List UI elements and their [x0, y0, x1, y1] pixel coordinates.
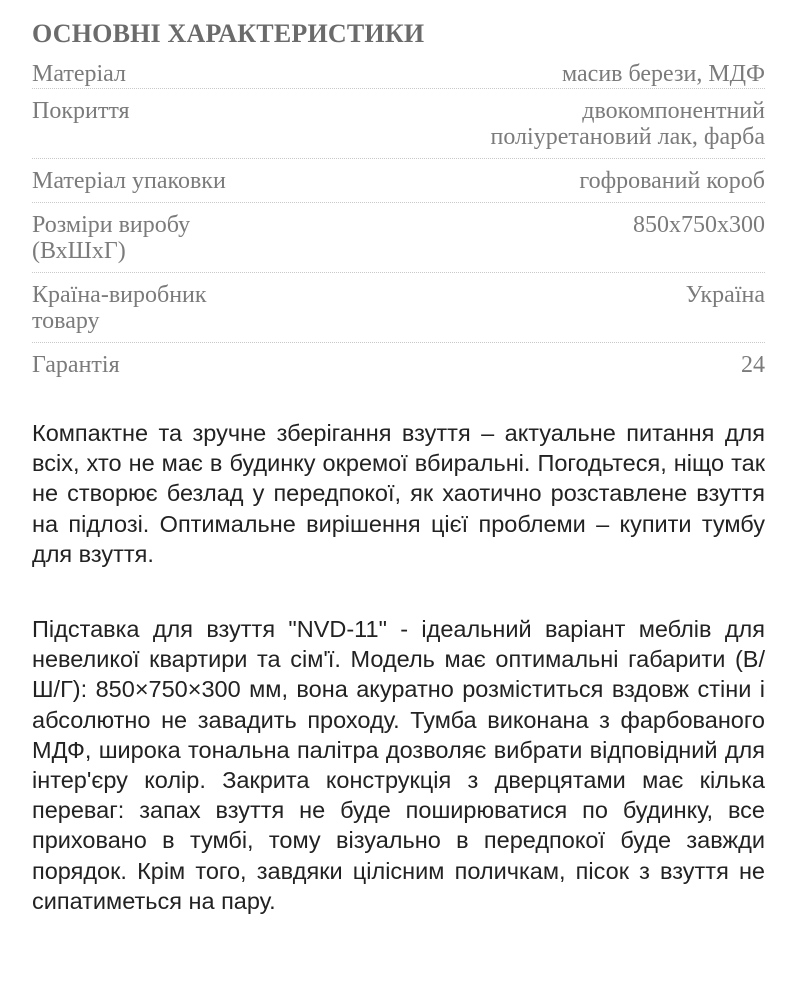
specs-heading: ОСНОВНІ ХАРАКТЕРИСТИКИ [32, 19, 425, 48]
spec-row-packaging [32, 159, 765, 203]
spec-row-material [32, 52, 765, 89]
spec-value: 24 [741, 352, 765, 378]
spec-value: масив берези, МДФ [562, 61, 765, 87]
description-paragraph: Компактне та зручне зберігання взуття – актуальне питання для всіх, хто не має в будинку окремої вбиральні. Погодьтеся, ніщо так не створює безлад у передпокої, як хаотично розставлене взуття на підлозі. Оптимальне вирішення цієї проблеми – купити тумбу для взуття. [32, 420, 765, 567]
spec-row-warranty [32, 343, 765, 383]
spec-row-coating [32, 89, 765, 159]
spec-row-country [32, 273, 765, 343]
spec-label: Покриття [32, 98, 130, 124]
spec-label: Країна-виробник товару [32, 282, 207, 334]
specs-table [32, 52, 765, 383]
spec-label: Матеріал [32, 61, 127, 87]
spec-value: 850х750х300 [633, 212, 765, 238]
description-paragraph: Підставка для взуття "NVD-11" - ідеальний варіант меблів для невеликої квартири та сім'ї. Модель має оптимальні габарити (В/Ш/Г): 850×750×300 мм, вона акуратно розміститься вздовж стіни і абсолютно не завадить проходу. Тумба виконана з фарбованого МДФ, широка тональна палітра дозволяє вибрати відповідний для інтер'єру колір. Закрита конструкція з дверцятами має кілька переваг: запах взуття не буде поширюватися по будинку, все приховано в тумбі, тому візуально в передпокої буде завжди порядок. Крім того, завдяки цілісним поличкам, пісок з взуття не сипатиметься на пару. [32, 616, 765, 914]
spec-label: Розміри виробу (ВхШхГ) [32, 212, 191, 264]
spec-value: гофрований короб [579, 168, 765, 194]
spec-row-dimensions [32, 203, 765, 273]
spec-value: двокомпонентний поліуретановий лак, фарба [490, 98, 765, 150]
spec-label: Матеріал упаковки [32, 168, 226, 194]
spec-label: Гарантія [32, 352, 120, 378]
spec-value: Україна [685, 282, 765, 308]
